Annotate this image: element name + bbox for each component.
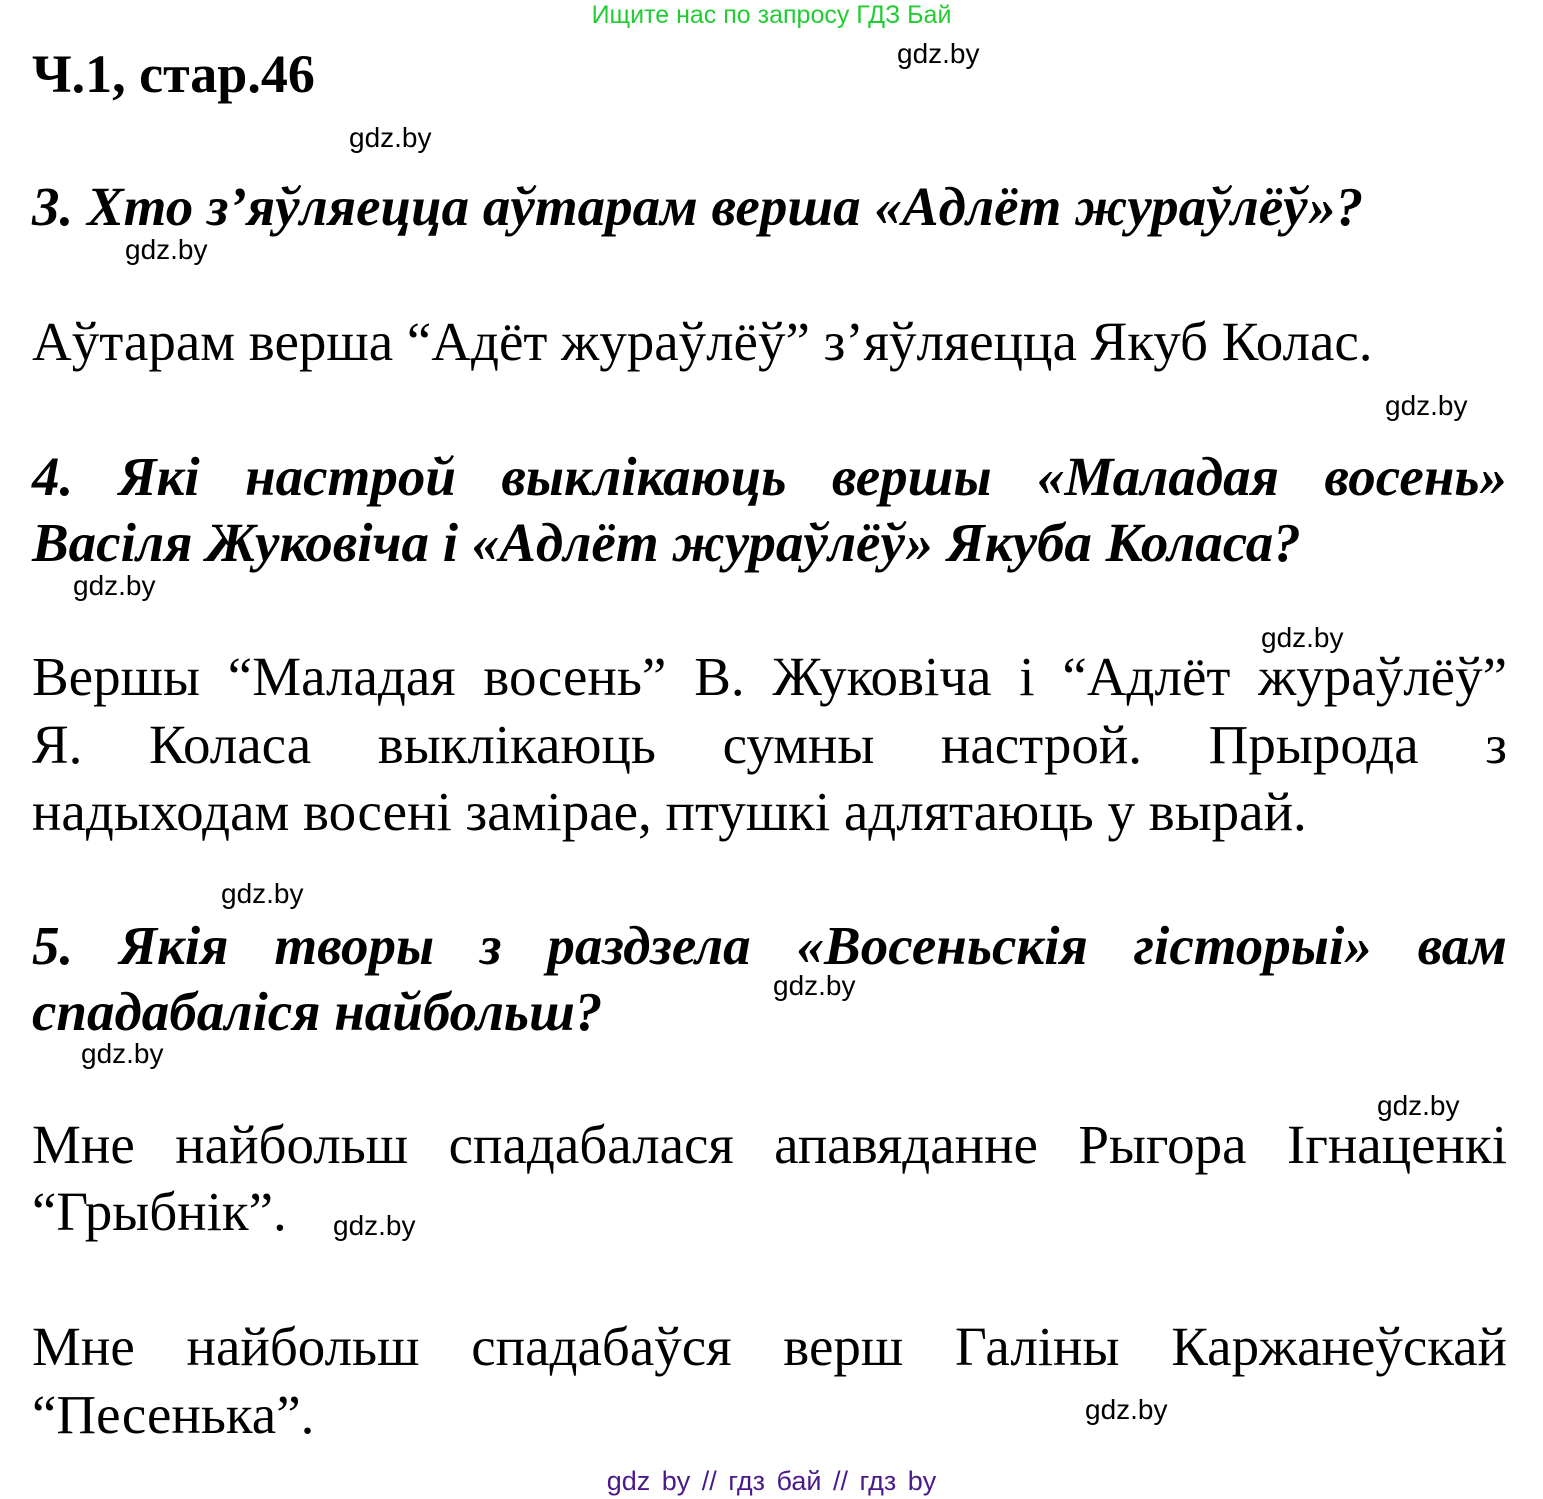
question-4-line-2: Васіля Жуковіча і «Адлёт жураўлёў» Якуба Коласа? — [32, 512, 1301, 573]
answer-5b-line-1: Мне найбольш спадабаўся верш Галіны Каржанеўскай — [32, 1316, 1507, 1377]
watermark: gdz.by — [221, 878, 304, 909]
answer-5a-line-1: Мне найбольш спадабалася апавяданне Рыгора Ігнаценкі — [32, 1114, 1507, 1175]
watermark: gdz.by — [1385, 390, 1468, 421]
watermark: gdz.by — [73, 570, 156, 601]
watermark: gdz.by — [897, 38, 980, 69]
answer-5a-line-2: “Грыбнік”. — [32, 1181, 287, 1242]
answer-5b-line-2: “Песенька”. — [32, 1384, 315, 1445]
answer-4-line-2: Я. Коласа выклікаюць сумны настрой. Прырода з — [32, 714, 1507, 775]
answer-4-line-3: надыходам восені замірае, птушкі адлятаюць у вырай. — [32, 781, 1307, 842]
watermark: gdz.by — [81, 1038, 164, 1069]
answer-4-line-1: Вершы “Маладая восень” В. Жуковіча і “Адлёт жураўлёў” — [32, 646, 1507, 707]
watermark: gdz.by — [1085, 1394, 1168, 1425]
question-3: 3. Хто з’яўляецца аўтарам верша «Адлёт жураўлёў»? — [32, 176, 1364, 237]
watermark: gdz.by — [1261, 622, 1344, 653]
question-5-line-1: 5. Якія творы з раздзела «Восеньскія гісторыі» вам — [32, 915, 1507, 976]
watermark: gdz.by — [333, 1210, 416, 1241]
answer-3: Аўтарам верша “Адёт жураўлёў” з’яўляецца Якуб Колас. — [32, 311, 1373, 372]
footer-watermark: gdz by // гдз бай // гдз by — [606, 1466, 937, 1496]
question-5-line-2: спадабаліся найбольш? — [32, 981, 603, 1042]
question-4-line-1: 4. Які настрой выклікаюць вершы «Маладая восень» — [32, 446, 1507, 507]
watermark: gdz.by — [1377, 1090, 1460, 1121]
watermark: gdz.by — [349, 122, 432, 153]
watermark: gdz.by — [773, 970, 856, 1001]
page-title: Ч.1, стар.46 — [32, 44, 315, 104]
watermark: gdz.by — [125, 234, 208, 265]
search-banner: Ищите нас по запросу ГДЗ Бай — [591, 1, 952, 29]
